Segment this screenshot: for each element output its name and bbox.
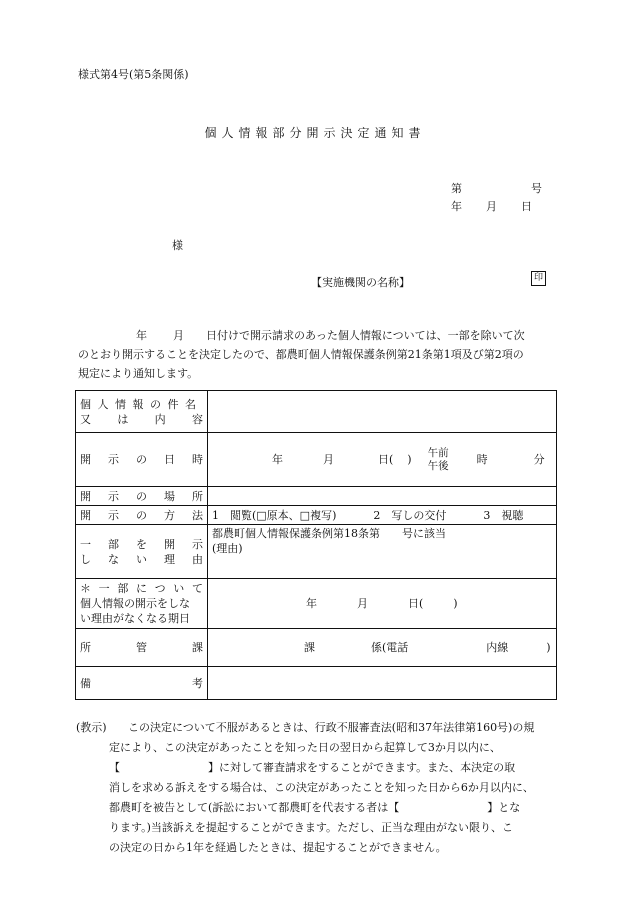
method-option-copy[interactable]: 2 写しの交付 (373, 508, 447, 522)
row-label-place: 開 示 の 場 所 (76, 487, 208, 506)
row-label-subject (76, 391, 208, 433)
method-option-view[interactable]: 1 閲覧(□原本、□複写) (212, 508, 337, 522)
addressee-suffix: 様 (172, 239, 183, 252)
table-row (76, 506, 557, 525)
table-row (76, 629, 557, 667)
issue-date-month: 月 (486, 200, 497, 213)
intro-year: 年 (136, 329, 147, 342)
document-title: 個人情報部分開示決定通知書 (204, 126, 426, 140)
instruction-line: 都農町を被告として(訴訟において都農町を代表する者は【 】とな (109, 801, 521, 814)
intro-paragraph (78, 326, 560, 383)
expiry-year: 年 (306, 597, 317, 610)
table-row (76, 525, 557, 579)
am-pm-selector[interactable]: 午前 午後 (427, 446, 449, 472)
reason-article: 都農町個人情報保護条例第18条第 号に該当 (212, 527, 446, 540)
method-value-cell[interactable] (208, 506, 557, 525)
intro-line1: 日付けで開示請求のあった個人情報については、一部を除いて次 (206, 329, 525, 342)
department-kakari-phone: 係(電話 (371, 641, 409, 654)
datetime-hour: 時 (476, 453, 488, 466)
intro-line3: 規定により通知します。 (78, 367, 199, 380)
instruction-line: この決定について不服があるときは、行政不服審査法(昭和37年法律第160号)の規 (128, 721, 535, 734)
expiry-day: 日( (408, 597, 424, 610)
issue-date-day: 日 (521, 200, 532, 213)
row-label-remarks: 備 考 (76, 667, 208, 700)
row-label-datetime: 開 示 の 日 時 (76, 433, 208, 487)
intro-month: 月 (173, 329, 184, 342)
label-line: い理由がなくなる期日 (80, 612, 190, 625)
reason-value-cell[interactable] (208, 525, 557, 579)
label-line: 又 は 内 容 (80, 412, 203, 426)
datetime-minute: 分 (533, 453, 545, 466)
intro-line2: のとおり開示することを決定したので、都農町個人情報保護条例第21条第1項及び第2項の (78, 348, 524, 361)
datetime-day: 日( (378, 453, 394, 466)
label-line: 個人情報の開示をしな (80, 597, 190, 610)
row-label-expiry: ＊ 一 部 に つ い て 個人情報の開示をしな い理由がなくなる期日 (76, 579, 208, 629)
row-label-department: 所 管 課 (76, 629, 208, 667)
agency-name-label: 【実施機関の名称】 (311, 276, 410, 289)
datetime-paren-close: ) (407, 453, 412, 466)
datetime-value-cell[interactable] (208, 433, 557, 487)
table-row (76, 391, 557, 433)
instruction-heading: (教示) (76, 721, 107, 734)
instruction-line: 【 】に対して審査請求をすることができます。また、本決定の取 (109, 761, 516, 774)
issue-date-year: 年 (451, 200, 462, 213)
reference-number-suffix: 号 (531, 182, 542, 195)
label-line: 個人情報の件名 (80, 397, 203, 411)
table-row (76, 433, 557, 487)
expiry-month: 月 (357, 597, 368, 610)
instruction-line: 消しを求める訴えをする場合は、この決定があったことを知った日から6か月以内に、 (109, 781, 534, 794)
table-row (76, 667, 557, 700)
department-ka: 課 (304, 641, 315, 654)
row-label-method: 開 示 の 方 法 (76, 506, 208, 525)
datetime-year: 年 (272, 453, 283, 466)
expiry-value-cell[interactable] (208, 579, 557, 629)
row-label-reason: 一 部 を 開 示 し な い 理 由 (76, 525, 208, 579)
reference-number-prefix: 第 (451, 182, 462, 195)
instruction-line: 定により、この決定があったことを知った日の翌日から起算して3か月以内に、 (109, 741, 501, 754)
table-row (76, 487, 557, 506)
department-value-cell[interactable] (208, 629, 557, 667)
appeal-instruction (76, 718, 566, 858)
reason-note: (理由) (212, 542, 243, 555)
department-extension: 内線 (486, 641, 509, 654)
expiry-paren-close: ) (453, 597, 458, 610)
place-value-cell[interactable] (208, 487, 557, 506)
instruction-line: ります。)当該訴えを提起することができます。ただし、正当な理由がない限り、こ (109, 821, 514, 834)
instruction-line: の決定の日から1年を経過したときは、提起することができません。 (109, 841, 447, 854)
method-option-watch[interactable]: 3 視聴 (483, 508, 524, 522)
disclosure-details-table (75, 390, 557, 700)
form-number: 様式第4号(第5条関係) (78, 68, 189, 81)
seal-mark: 印 (531, 271, 546, 286)
subject-value-cell[interactable] (208, 391, 557, 433)
department-close: ) (546, 641, 551, 654)
table-row (76, 579, 557, 629)
datetime-month: 月 (323, 453, 334, 466)
remarks-value-cell[interactable] (208, 667, 557, 700)
